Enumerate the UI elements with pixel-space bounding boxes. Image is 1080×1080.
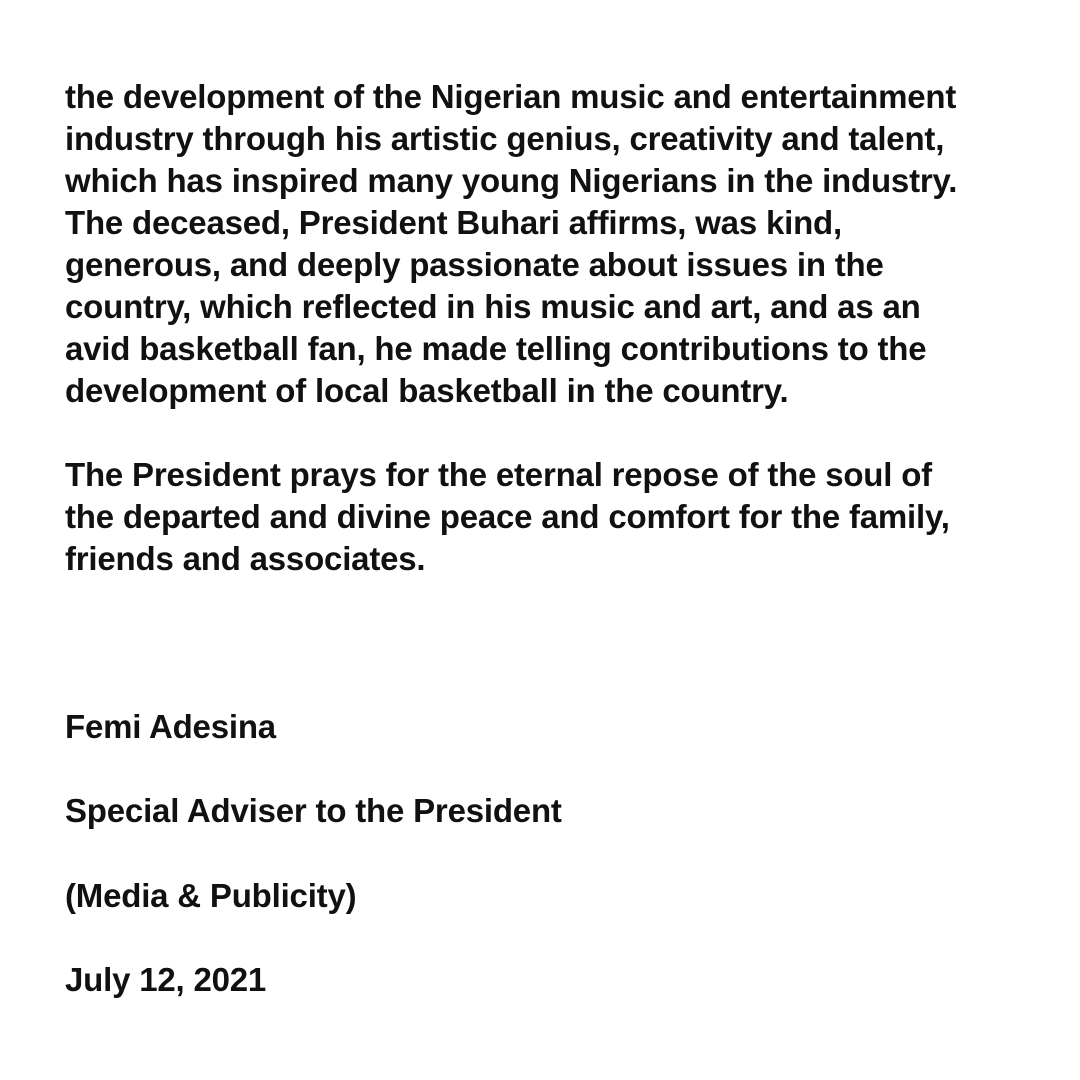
paragraph-line: generous, and deeply passionate about issues in the [65, 246, 884, 283]
statement-date: July 12, 2021 [65, 961, 267, 998]
statement-paragraph-2 [65, 454, 1055, 580]
paragraph-line: development of local basketball in the country. [65, 372, 789, 409]
paragraph-line: The deceased, President Buhari affirms, was kind, [65, 204, 842, 241]
signatory-office: (Media & Publicity) [65, 877, 357, 914]
paragraph-line: industry through his artistic genius, creativity and talent, [65, 120, 945, 157]
signatory-name: Femi Adesina [65, 708, 276, 745]
paragraph-line: The President prays for the eternal repose of the soul of [65, 456, 932, 493]
paragraph-line: which has inspired many young Nigerians in the industry. [65, 162, 958, 199]
statement-paragraph-1 [65, 76, 1055, 412]
paragraph-line: avid basketball fan, he made telling contributions to the [65, 330, 927, 367]
paragraph-line: the development of the Nigerian music and entertainment [65, 78, 957, 115]
paragraph-line: the departed and divine peace and comfort for the family, [65, 498, 950, 535]
paragraph-line: friends and associates. [65, 540, 426, 577]
signatory-title: Special Adviser to the President [65, 792, 562, 829]
paragraph-line: country, which reflected in his music and art, and as an [65, 288, 921, 325]
